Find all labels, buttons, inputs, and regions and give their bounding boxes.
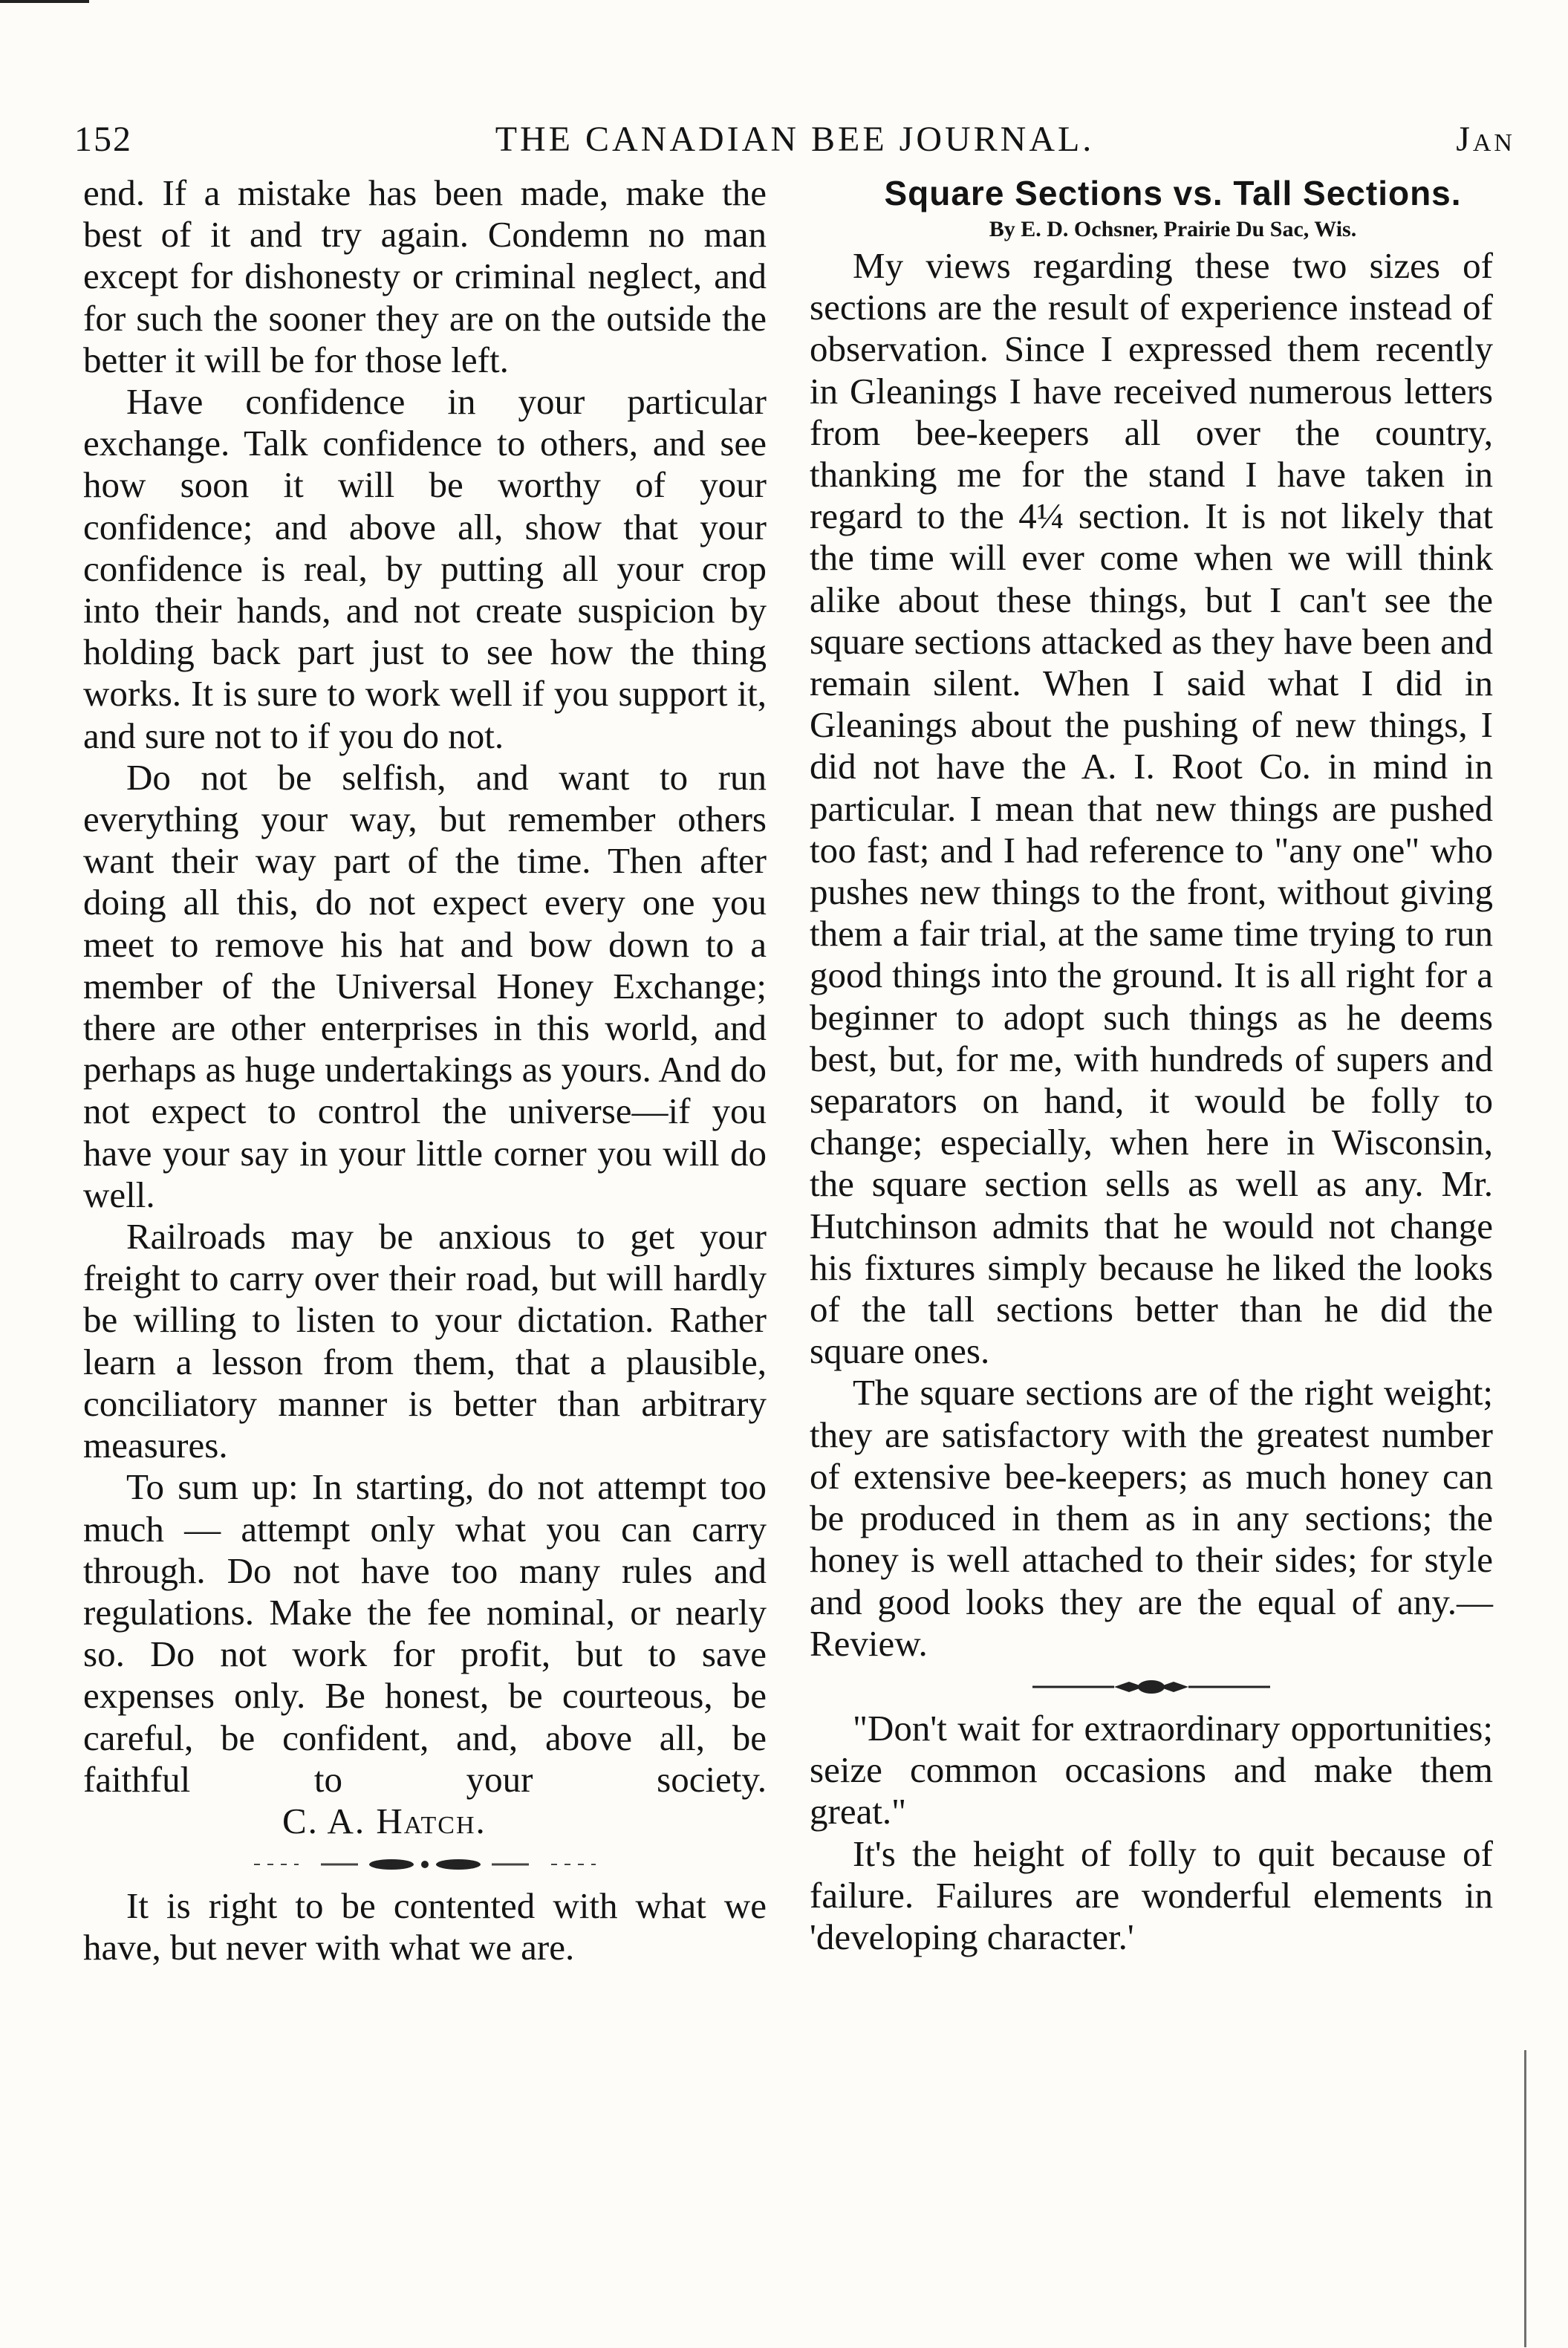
right-closing-maxim: It's the height of folly to quit because of failure. Failures are wonderful elements in 'developing character.' [810, 1832, 1493, 1957]
left-paragraph-5-text: To sum up: In starting, do not attempt too much — attempt only what you can carry through. Do not have too many rules and regulations. Make the fee nominal, or nearly so. Do not work for profit, but to save expenses only. Be honest, be courteous, be careful, be confident, and, above all, be faithful to your society. [83, 1466, 767, 1800]
right-paragraph-2: The square sections are of the right weight; they are satisfactory with the greatest number of extensive bee-keepers; as much honey can be produced in them as in any sections; the honey is well attached to their sides; for style and good looks they are the equal of any.—Review. [810, 1372, 1493, 1664]
section-divider-ornament [254, 1856, 596, 1873]
left-closing-maxim: It is right to be contented with what we have, but never with what we are. [83, 1885, 767, 1968]
left-paragraph-4: Railroads may be anxious to get your freight to carry over their road, but will hardly be willing to listen to your dictation. Rather learn a lesson from them, that a plausible, conciliatory manner is better than arbitrary measures. [83, 1216, 767, 1466]
header-month: Jan [1456, 120, 1515, 159]
section-divider-ornament-right [1032, 1678, 1270, 1696]
page-number: 152 [74, 120, 132, 159]
left-paragraph-2: Have confidence in your particular exchange. Talk confidence to others, and see how soon it will be worthy of your confidence; and above all, show that your confidence is real, by putting all your crop into their hands, and not create suspicion by holding back part just to see how the thing works. It is sure to work well if you support it, and sure not to if you do not. [83, 381, 767, 756]
right-column [810, 172, 1493, 2326]
left-paragraph-1: end. If a mistake has been made, make the best of it and try again. Condemn no man except for dishonesty or criminal neglect, and for such the sooner they are on the outside the better it will be for those left. [83, 172, 767, 380]
page-header [74, 113, 1515, 165]
left-column [83, 172, 767, 2326]
left-paragraph-3: Do not be selfish, and want to run everything your way, but remember others want their way part of the time. Then after doing all this, do not expect every one you meet to remove his hat and bow down to a member of the Universal Honey Exchange; there are other enterprises in this world, and perhaps as huge undertakings as yours. And do not expect to control the universe—if you have your say in your little corner you will do well. [83, 756, 767, 1215]
right-paragraph-1: My views regarding these two sizes of sections are the result of experience instead of observation. Since I expressed them recently in Gleanings I have received numerous letters from bee-keepers all over the country, thanking me for the stand I have taken in regard to the 4¼ section. It is not likely that the time will ever come when we will think alike about these things, but I can't see the square sections attacked as they have been and remain silent. When I said what I did in Gleanings about the pushing of new things, I did not have the A. I. Root Co. in mind in particular. I mean that new things are pushed too fast; and I had reference to "any one" who pushes new things to the front, without giving them a fair trial, at the same time trying to run good things into the ground. It is all right for a beginner to adopt such things as he deems best, but, for me, with hundreds of supers and separators on hand, it would be folly to change; especially, when here in Wisconsin, the square section sells as well as any. Mr. Hutchinson admits that he would not change his fixtures simply because he liked the looks of the tall sections better than he did the square ones. [810, 245, 1493, 1372]
author-signature: C. A. Hatch. [282, 1800, 487, 1841]
top-edge-rule [0, 0, 89, 3]
right-quote: "Don't wait for extraordinary opportunities; seize common occasions and make them great." [810, 1707, 1493, 1832]
left-paragraph-5 [83, 1466, 767, 1842]
page-edge-rule [1524, 2050, 1526, 2347]
journal-title: THE CANADIAN BEE JOURNAL. [495, 120, 1095, 159]
article-byline: By E. D. Ochsner, Prairie Du Sac, Wis. [989, 217, 1357, 241]
article-title: Square Sections vs. Tall Sections. [884, 174, 1462, 212]
